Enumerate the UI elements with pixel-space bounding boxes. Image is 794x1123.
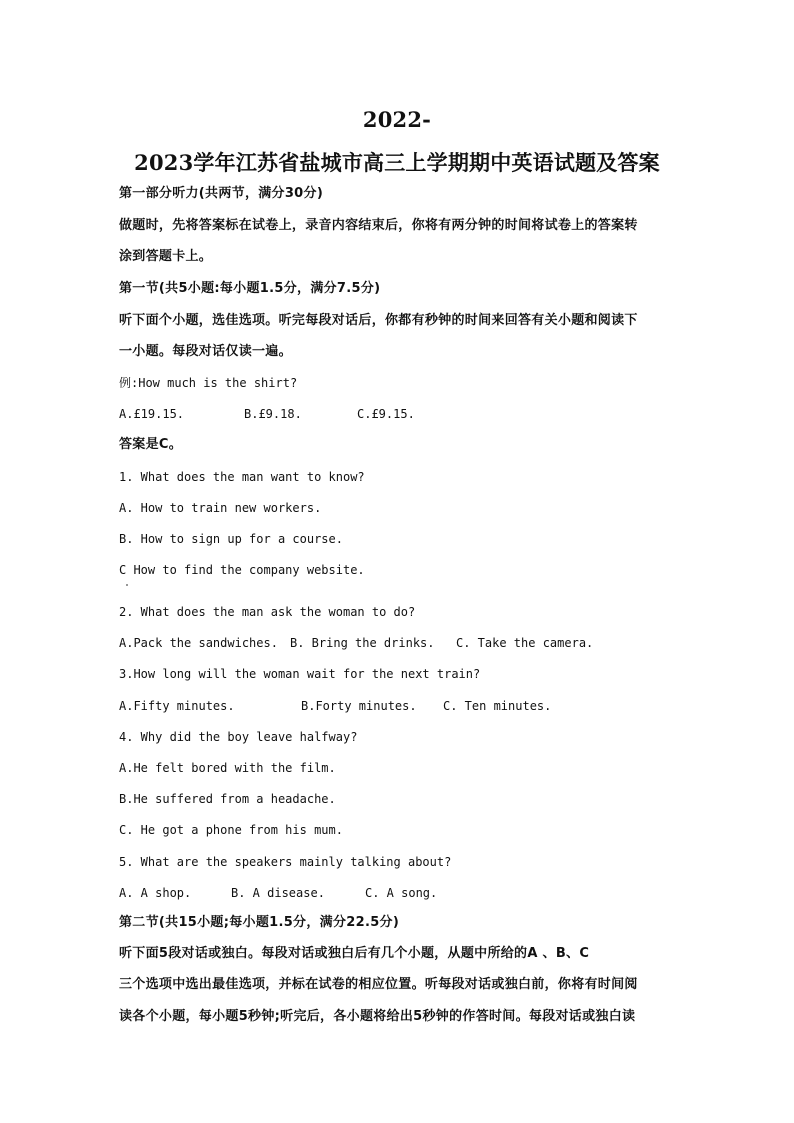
question-2-option-b: B. Bring the drinks. <box>290 636 435 650</box>
section1-instructions-line2: 一小题。每段对话仅读一遍。 <box>119 344 292 359</box>
section2-instructions-line3: 读各个小题，每小题5秒钟;听完后，各小题将给出5秒钟的作答时间。每段对话或独白读 <box>119 1009 636 1024</box>
question-5-stem: 5. What are the speakers mainly talking about? <box>119 855 452 869</box>
question-1-stem: 1. What does the man want to know? <box>119 470 365 484</box>
question-3-option-a: A.Fifty minutes. <box>119 699 235 713</box>
question-1-option-b: B. How to sign up for a course. <box>119 532 343 546</box>
question-4-option-b: B.He suffered from a headache. <box>119 792 336 806</box>
question-3-option-b: B.Forty minutes. <box>301 699 417 713</box>
section1-instructions-line1: 听下面个小题，选佳选项。听完每段对话后，你都有秒钟的时间来回答有关小题和阅读下 <box>119 313 638 328</box>
question-5-option-c: C. A song. <box>365 886 438 900</box>
example-question: 例:How much is the shirt? <box>119 376 298 390</box>
question-4-stem: 4. Why did the boy leave halfway? <box>119 730 358 744</box>
question-5-option-b: B. A disease. <box>231 886 325 900</box>
question-3-option-c: C. Ten minutes. <box>443 699 552 713</box>
question-4-option-c: C. He got a phone from his mum. <box>119 823 343 837</box>
question-2-option-c: C. Take the camera. <box>456 636 594 650</box>
question-3-stem: 3.How long will the woman wait for the next train? <box>119 667 481 681</box>
example-option-c: C.£9.15. <box>357 407 415 421</box>
part1-instructions-line2: 涂到答题卡上。 <box>119 249 213 264</box>
example-answer: 答案是C。 <box>119 437 183 452</box>
question-1-option-a: A. How to train new workers. <box>119 501 322 515</box>
question-1-option-c: C How to find the company website. <box>119 563 365 577</box>
part1-heading: 第一部分听力(共两节，满分30分) <box>119 186 324 201</box>
question-5-option-a: A. A shop. <box>119 886 192 900</box>
example-option-a: A.£19.15. <box>119 407 185 421</box>
stray-mark <box>126 584 128 586</box>
title-line-2: 2023学年江苏省盐城市高三上学期期中英语试题及答案 <box>134 150 660 175</box>
question-2-stem: 2. What does the man ask the woman to do? <box>119 605 416 619</box>
question-2-option-a: A.Pack the sandwiches. <box>119 636 278 650</box>
question-4-option-a: A.He felt bored with the film. <box>119 761 336 775</box>
part1-instructions-line1: 做题时，先将答案标在试卷上，录音内容结束后，你将有两分钟的时间将试卷上的答案转 <box>119 218 638 233</box>
title-line-1: 2022- <box>362 107 432 132</box>
section2-heading: 第二节(共15小题;每小题1.5分，满分22.5分) <box>119 915 400 930</box>
section2-instructions-line2: 三个选项中选出最佳选项，并标在试卷的相应位置。听每段对话或独白前，你将有时间阅 <box>119 977 638 992</box>
example-option-b: B.£9.18. <box>244 407 302 421</box>
section2-instructions-line1: 听下面5段对话或独白。每段对话或独白后有几个小题，从题中所给的A 、B、C <box>119 946 590 961</box>
section1-heading: 第一节(共5小题:每小题1.5分，满分7.5分) <box>119 281 381 296</box>
